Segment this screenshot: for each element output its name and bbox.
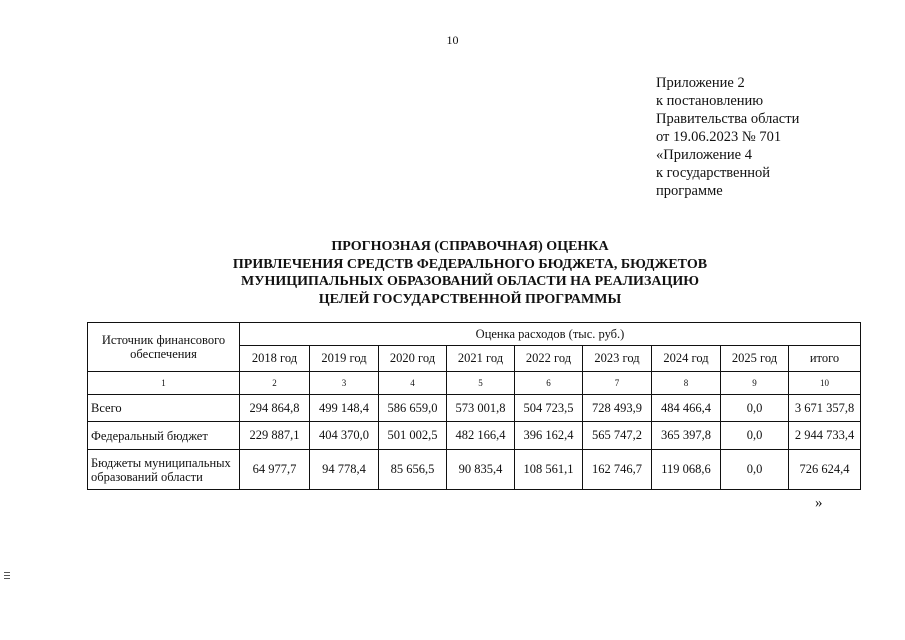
- appendix-line: «Приложение 4: [656, 147, 752, 163]
- page-number: 10: [446, 33, 459, 47]
- appendix-line: программе: [656, 183, 723, 199]
- financing-table: [87, 322, 861, 490]
- appendix-block: [656, 74, 799, 200]
- year-header: 2021 год: [447, 346, 515, 372]
- table-cell: 94 778,4: [310, 450, 379, 490]
- table-cell: 64 977,7: [240, 450, 310, 490]
- appendix-line: к государственной: [656, 165, 771, 181]
- header-row: [88, 323, 861, 346]
- table-cell: 0,0: [721, 422, 789, 450]
- table-cell: 504 723,5: [515, 395, 583, 422]
- column-number: 7: [583, 372, 652, 395]
- year-header: 2024 год: [652, 346, 721, 372]
- row-source: Всего: [88, 395, 240, 422]
- column-number: 10: [789, 372, 861, 395]
- year-header: 2025 год: [721, 346, 789, 372]
- table-cell: 90 835,4: [447, 450, 515, 490]
- column-number: 2: [240, 372, 310, 395]
- column-number: 5: [447, 372, 515, 395]
- table-cell: 162 746,7: [583, 450, 652, 490]
- column-number: 1: [88, 372, 240, 395]
- appendix-line: к постановлению: [656, 93, 764, 109]
- table-cell: 482 166,4: [447, 422, 515, 450]
- title-line: ПРИВЛЕЧЕНИЯ СРЕДСТВ ФЕДЕРАЛЬНОГО БЮДЖЕТА, БЮДЖЕТОВ: [232, 256, 708, 272]
- table-cell: 728 493,9: [583, 395, 652, 422]
- row-source: Федеральный бюджет: [88, 422, 240, 450]
- column-number: 8: [652, 372, 721, 395]
- appendix-line: от 19.06.2023 № 701: [656, 129, 782, 145]
- estimate-header: Оценка расходов (тыс. руб.): [240, 323, 861, 346]
- total-header: итого: [789, 346, 861, 372]
- table-cell: 85 656,5: [379, 450, 447, 490]
- table-cell: 565 747,2: [583, 422, 652, 450]
- title-line: МУНИЦИПАЛЬНЫХ ОБРАЗОВАНИЙ ОБЛАСТИ НА РЕАЛИЗАЦИЮ: [240, 274, 699, 289]
- closing-quote: »: [815, 495, 823, 511]
- title-line: ПРОГНОЗНАЯ (СПРАВОЧНАЯ) ОЦЕНКА: [331, 239, 609, 254]
- year-header: 2020 год: [379, 346, 447, 372]
- appendix-line: Правительства области: [656, 111, 800, 127]
- table-cell: 726 624,4: [789, 450, 861, 490]
- column-number: 3: [310, 372, 379, 395]
- table-row: [88, 395, 861, 422]
- table-cell: 484 466,4: [652, 395, 721, 422]
- table-cell: 501 002,5: [379, 422, 447, 450]
- column-number: 6: [515, 372, 583, 395]
- table-cell: 404 370,0: [310, 422, 379, 450]
- table-cell: 499 148,4: [310, 395, 379, 422]
- column-number-row: [88, 372, 861, 395]
- table-row: [88, 450, 861, 490]
- table-cell: 586 659,0: [379, 395, 447, 422]
- table-cell: 365 397,8: [652, 422, 721, 450]
- table-cell: 573 001,8: [447, 395, 515, 422]
- column-number: 4: [379, 372, 447, 395]
- table-cell: 119 068,6: [652, 450, 721, 490]
- table-cell: 2 944 733,4: [789, 422, 861, 450]
- table-cell: 0,0: [721, 395, 789, 422]
- title-line: ЦЕЛЕЙ ГОСУДАРСТВЕННОЙ ПРОГРАММЫ: [318, 291, 622, 307]
- source-header: Источник финансового обеспечения: [88, 323, 240, 372]
- year-header: 2018 год: [240, 346, 310, 372]
- document-title: [160, 238, 780, 308]
- table-cell: 229 887,1: [240, 422, 310, 450]
- year-header: 2019 год: [310, 346, 379, 372]
- column-number: 9: [721, 372, 789, 395]
- scan-margin-mark: [4, 572, 10, 581]
- year-header: 2023 год: [583, 346, 652, 372]
- table-row: [88, 422, 861, 450]
- table-cell: 3 671 357,8: [789, 395, 861, 422]
- appendix-line: Приложение 2: [656, 75, 745, 91]
- year-header: 2022 год: [515, 346, 583, 372]
- table-cell: 108 561,1: [515, 450, 583, 490]
- table-cell: 0,0: [721, 450, 789, 490]
- table-cell: 396 162,4: [515, 422, 583, 450]
- table-cell: 294 864,8: [240, 395, 310, 422]
- row-source: Бюджеты муниципальных образований области: [88, 450, 240, 490]
